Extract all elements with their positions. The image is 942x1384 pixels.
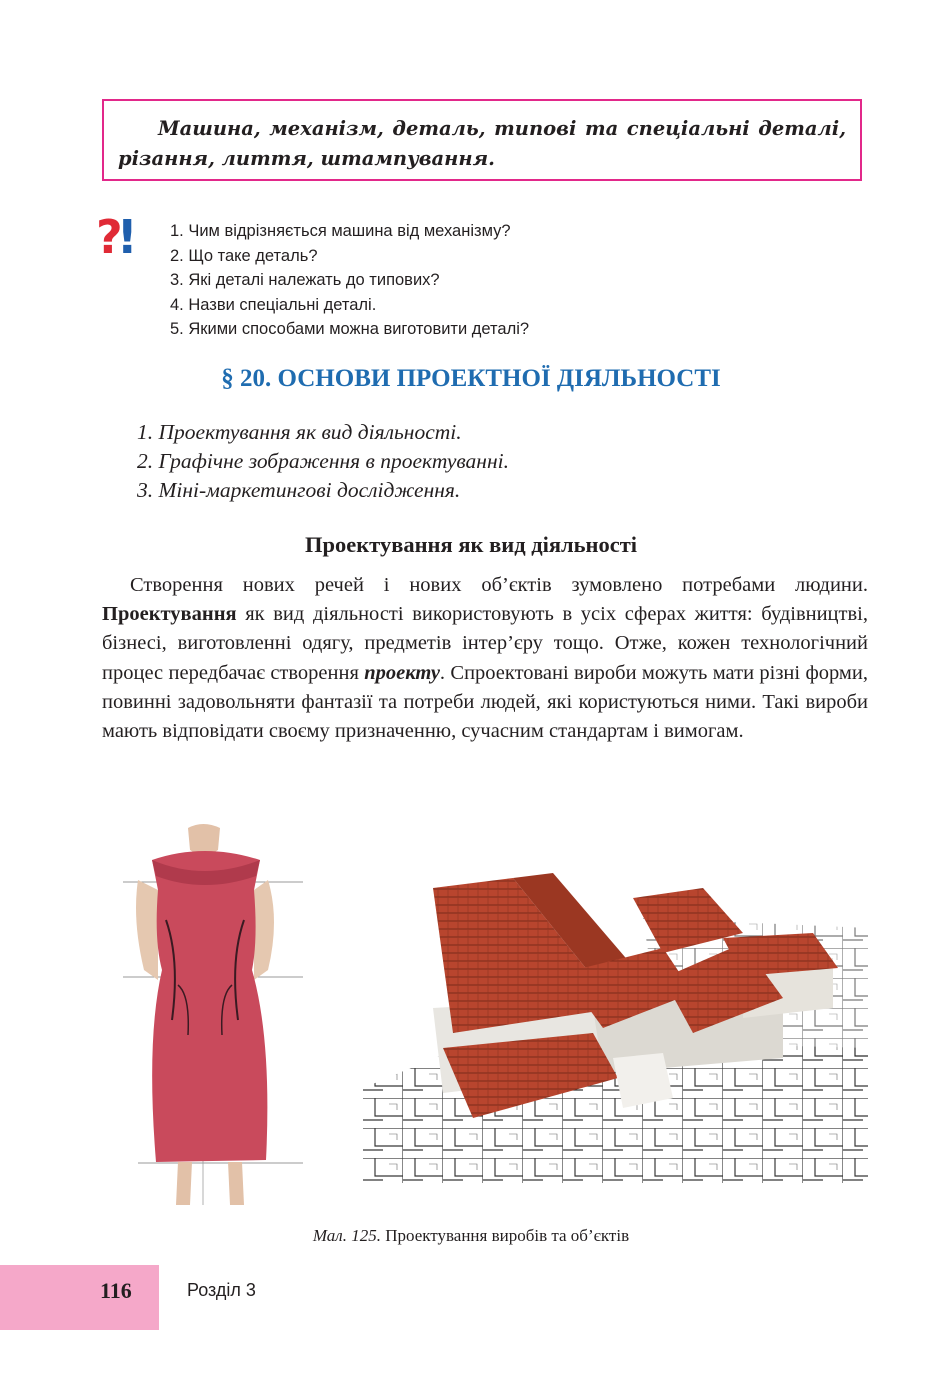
page-number: 116 [100, 1278, 132, 1303]
review-questions [170, 219, 529, 342]
question-item: 4. Назви спеціальні деталі. [170, 295, 377, 314]
question-item: 5. Якими способами можна виготовити деталі? [170, 320, 530, 338]
keywords-text: Машина, механізм, деталь, типові та спеціальні деталі, різання, лиття, штампування. [118, 117, 846, 170]
term-project: проекту [364, 661, 440, 684]
term-design: Проектування [102, 603, 237, 626]
question-item: 3. Які деталі належать до типових? [170, 271, 440, 289]
house-blueprint-image [363, 858, 868, 1183]
dress-image [118, 820, 308, 1210]
figure-caption: Мал. 125. Проектування виробів та об’єктів [312, 1226, 630, 1245]
subheading: Проектування як вид діяльності [304, 532, 638, 557]
question-exclamation-icon: ?! [96, 210, 132, 264]
footer-tab [0, 1265, 159, 1330]
plan-item: 1. Проектування як вид діяльності. [137, 420, 462, 444]
chapter-label: Розділ 3 [187, 1280, 256, 1300]
plan-item: 3. Міні-маркетингові дослідження. [137, 478, 461, 502]
question-item: 1. Чим відрізняється машина від механізму? [170, 222, 511, 240]
section-title: § 20. ОСНОВИ ПРОЕКТНОЇ ДІЯЛЬНОСТІ [221, 365, 721, 392]
plan-item: 2. Графічне зображення в проектуванні. [137, 449, 509, 473]
body-paragraph: Створення нових речей і нових об’єктів зумовлено потребами людини. Проектування як вид діяльності використовують в усіх сферах життя: будівництві, бізнесі, виготовленні одягу, предметів інтер’єру тощо. Отже, кожен технологічний процес передбачає створення проекту. Спроектовані вироби можуть мати різні форми, повинні задовольняти фантазії та потреби людей, які користуються ними. Такі вироби мають відповідати своєму призначенню, сучасним стандартам і вимогам. [102, 574, 868, 743]
question-item: 2. Що таке деталь? [170, 246, 318, 265]
section-plan [137, 418, 509, 505]
keywords-box [102, 99, 862, 181]
